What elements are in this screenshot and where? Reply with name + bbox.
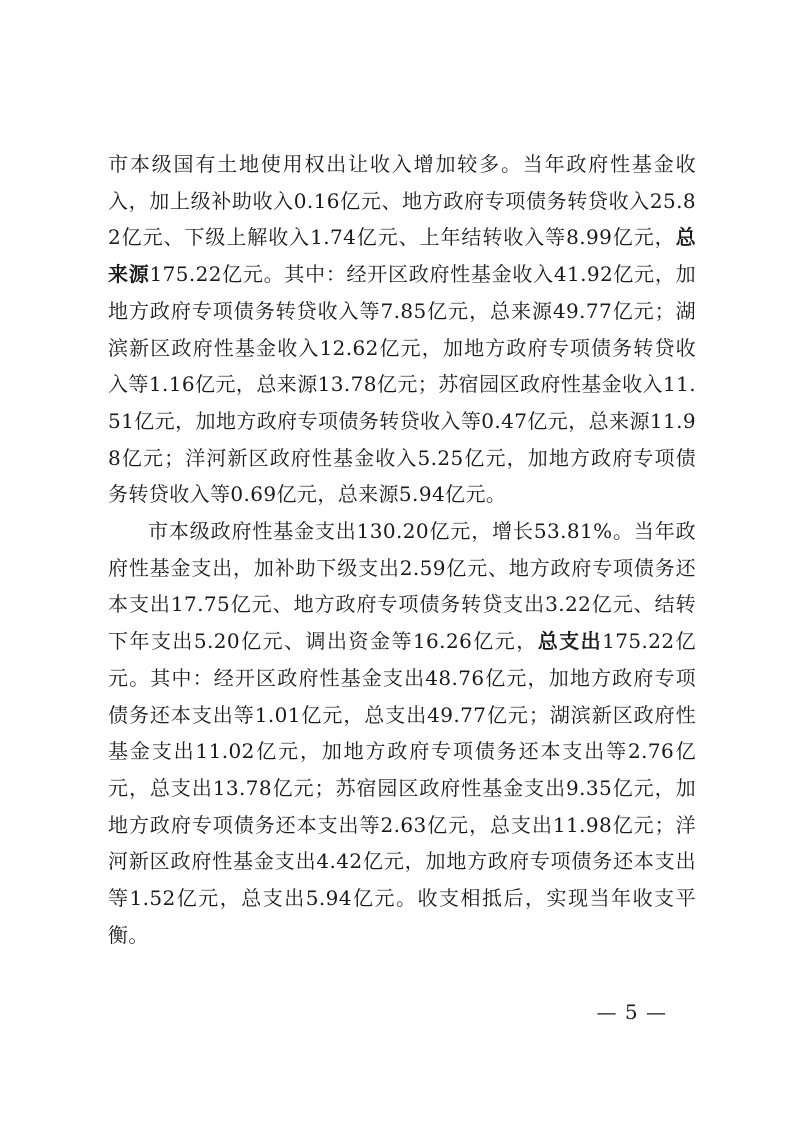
paragraph-text: 175.22亿元。其中：经开区政府性基金收入41.92亿元，加地方政府专项债务转贷收入等7.85亿元，总来源49.77亿元；湖滨新区政府性基金收入12.62亿元，加地方政府专项债务转贷收入等1.16亿元，总来源13.78亿元；苏宿园区政府性基金收入11.51亿元，加地方政府专项债务转贷收入等0.47亿元，总来源11.98亿元；洋河新区政府性基金收入5.25亿元，加地方政府专项债务转贷收入等0.69亿元，总来源5.94亿元。	[108, 262, 696, 507]
paragraph-fund-revenue	[108, 146, 696, 513]
paragraph-fund-expenditure	[108, 513, 696, 953]
paragraph-text: 175.22亿元。其中：经开区政府性基金支出48.76亿元，加地方政府专项债务还本支出等1.01亿元，总支出49.77亿元；湖滨新区政府性基金支出11.02亿元，加地方政府专项债务还本支出等2.76亿元，总支出13.78亿元；苏宿园区政府性基金支出9.35亿元，加地方政府专项债务还本支出等2.63亿元，总支出11.98亿元；洋河新区政府性基金支出4.42亿元，加地方政府专项债务还本支出等1.52亿元，总支出5.94亿元。收支相抵后，实现当年收支平衡。	[108, 629, 696, 947]
paragraph-text: 市本级政府性基金支出130.20亿元，增长53.81%。当年政府性基金支出，加补助下级支出2.59亿元、地方政府专项债务还本支出17.75亿元、地方政府专项债务转贷支出3.22亿元、结转下年支出5.20亿元、调出资金等16.26亿元，	[108, 519, 696, 654]
paragraph-text: 市本级国有土地使用权出让收入增加较多。当年政府性基金收入，加上级补助收入0.16亿元、地方政府专项债务转贷收入25.82亿元、下级上解收入1.74亿元、上年结转收入等8.99亿元，	[108, 152, 696, 250]
body-text	[108, 146, 696, 953]
page-number: — 5 —	[596, 1000, 667, 1024]
bold-term-total-expenditure: 总支出	[537, 629, 603, 654]
bold-term-total-source: 总来源	[108, 225, 696, 287]
